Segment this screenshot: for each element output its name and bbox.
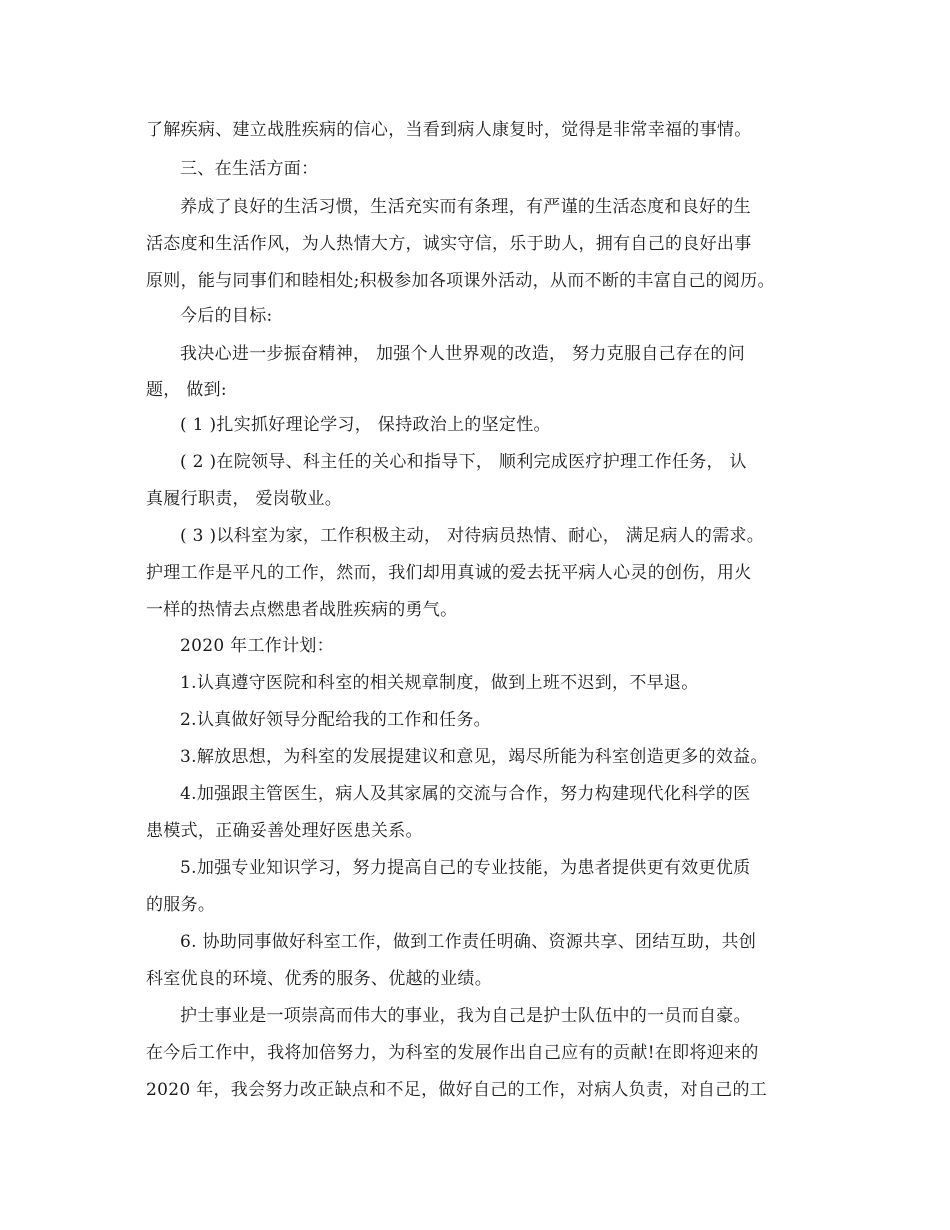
text-line: 患模式，正确妥善处理好医患关系。 [146,821,423,841]
text-line: 2020 年，我会努力改正缺点和不足，做好自己的工作，对病人负责，对自己的工 [146,1080,768,1100]
section-heading: 三、在生活方面： [180,159,319,179]
section-heading: 今后的目标: [180,306,273,326]
text-line: 一样的热情去点燃患者战胜疾病的勇气。 [146,600,458,620]
text-line: 真履行职责， 爱岗敬业。 [146,489,343,509]
list-item: 4.加强跟主管医生，病人及其家属的交流与合作，努力构建现代化科学的医 [180,784,751,804]
text-line: 我决心进一步振奋精神， 加强个人世界观的改造， 努力克服自己存在的问 [180,344,746,364]
list-item: 6. 协助同事做好科室工作，做到工作责任明确、资源共享、团结互助，共创 [180,932,757,952]
list-item: 1.认真遵守医院和科室的相关规章制度，做到上班不迟到，不早退。 [180,673,699,693]
list-item: ( 3 )以科室为家，工作积极主动， 对待病员热情、耐心， 满足病人的需求。 [180,526,765,546]
list-item: 3.解放思想，为科室的发展提建议和意见，竭尽所能为科室创造更多的效益。 [180,747,768,767]
list-item: 5.加强专业知识学习，努力提高自己的专业技能，为患者提供更有效更优质 [180,858,751,878]
list-item: 2.认真做好领导分配给我的工作和任务。 [180,710,491,730]
text-line: 活态度和生活作风，为人热情大方，诚实守信，乐于助人，拥有自己的良好出事 [146,234,752,254]
text-line: 的服务。 [146,895,216,915]
text-line: 题， 做到: [146,380,227,400]
text-line: 了解疾病、建立战胜疾病的信心，当看到病人康复时，觉得是非常幸福的事情。 [146,120,752,140]
list-item: ( 2 )在院领导、科主任的关心和指导下， 顺利完成医疗护理工作任务， 认 [180,452,747,472]
list-item: ( 1 )扎实抓好理论学习， 保持政治上的坚定性。 [180,415,551,435]
text-line: 科室优良的环境、优秀的服务、优越的业绩。 [146,969,492,989]
text-line: 原则，能与同事们和睦相处;积极参加各项课外活动，从而不断的丰富自己的阅历。 [146,271,775,291]
text-line: 养成了良好的生活习惯，生活充实而有条理，有严谨的生活态度和良好的生 [180,197,751,217]
section-heading: 2020 年工作计划： [180,636,334,656]
text-line: 护士事业是一项崇高而伟大的事业，我为自己是护士队伍中的一员而自豪。 [180,1006,751,1026]
text-line: 护理工作是平凡的工作，然而，我们却用真诚的爱去抚平病人心灵的创伤，用火 [146,563,752,583]
text-line: 在今后工作中，我将加倍努力，为科室的发展作出自己应有的贡献!在即将迎来的 [146,1043,759,1063]
